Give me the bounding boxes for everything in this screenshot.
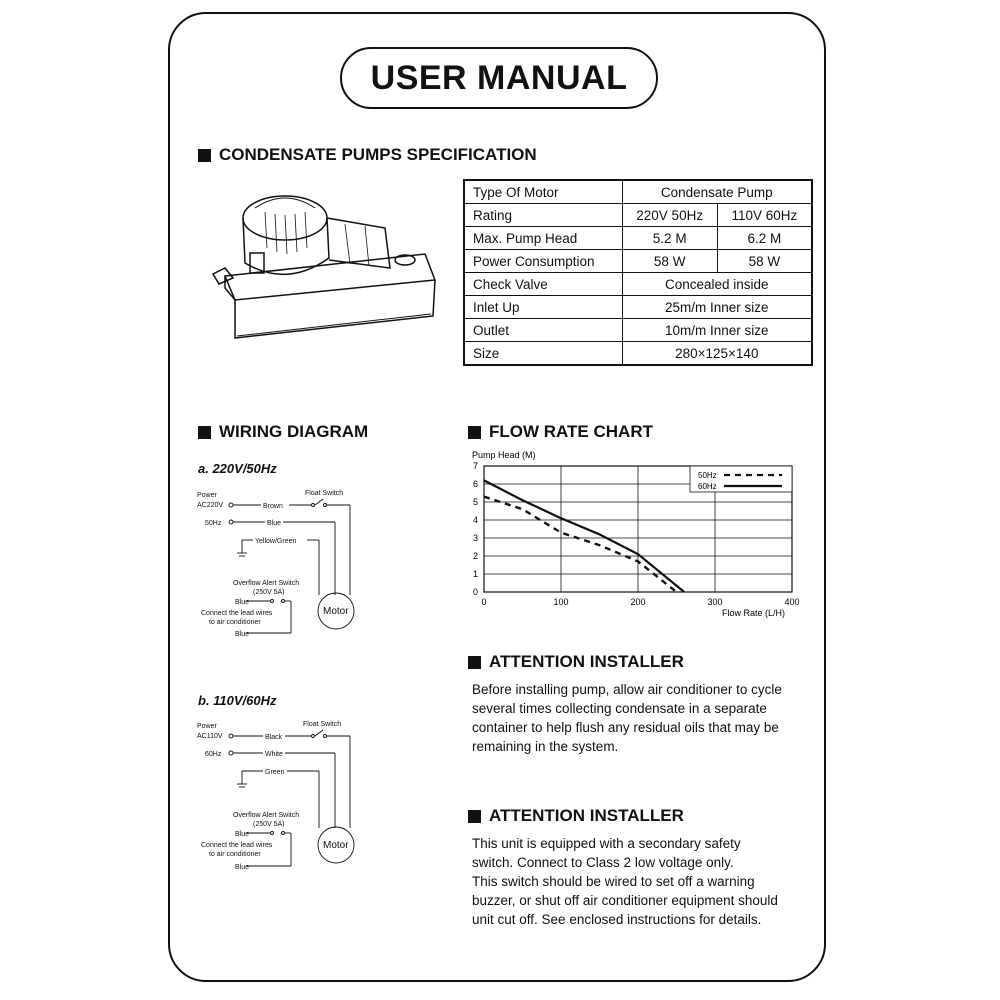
y-tick-label: 0	[472, 587, 478, 597]
flow-heading	[468, 422, 653, 442]
table-row	[464, 342, 812, 366]
spec-value: 58 W	[717, 250, 812, 273]
series-line-50hz	[484, 497, 677, 592]
x-tick-label: 200	[630, 597, 646, 607]
spec-heading-text: CONDENSATE PUMPS SPECIFICATION	[219, 145, 537, 164]
table-row	[464, 273, 812, 296]
text-line: several times collecting condensate in a separate	[472, 701, 767, 716]
page-title: USER MANUAL	[340, 47, 658, 109]
spec-value: 10m/m Inner size	[622, 319, 812, 342]
spec-label: Type Of Motor	[464, 180, 622, 204]
wiring-label: Overflow Alert Switch	[233, 812, 300, 819]
bullet-square-icon	[198, 149, 211, 162]
spec-label: Check Valve	[464, 273, 622, 296]
wiring-label: White	[265, 751, 283, 758]
wiring-label: Brown	[263, 503, 283, 510]
text-line: container to help flush any residual oils that may be	[472, 720, 779, 735]
spec-label: Outlet	[464, 319, 622, 342]
spec-value: 110V 60Hz	[717, 204, 812, 227]
wiring-label: Connect the lead wires	[201, 842, 273, 849]
wiring-label: Blue	[267, 520, 282, 527]
wiring-label: Power	[197, 492, 217, 499]
spec-value: Condensate Pump	[622, 180, 812, 204]
x-tick-label: 100	[553, 597, 569, 607]
flow-heading-text: FLOW RATE CHART	[489, 422, 653, 441]
table-row	[464, 180, 812, 204]
y-tick-label: 1	[472, 569, 478, 579]
text-line: switch. Connect to Class 2 low voltage only.	[472, 855, 734, 870]
text-line: This unit is equipped with a secondary safety	[472, 836, 741, 851]
wiring-label: Float Switch	[305, 490, 344, 497]
attention1-heading-text: ATTENTION INSTALLER	[489, 652, 684, 671]
wiring-label: Motor	[323, 606, 349, 617]
spec-table	[463, 179, 813, 366]
y-tick-label: 3	[472, 533, 478, 543]
wiring-a-title: a. 220V/50Hz	[198, 461, 277, 476]
bullet-square-icon	[468, 656, 481, 669]
spec-label: Rating	[464, 204, 622, 227]
wiring-label: 60Hz	[205, 751, 222, 758]
table-row	[464, 204, 812, 227]
spec-value: 58 W	[622, 250, 717, 273]
table-row	[464, 250, 812, 273]
spec-value: 220V 50Hz	[622, 204, 717, 227]
text-line: Before installing pump, allow air conditioner to cycle	[472, 682, 782, 697]
legend-label: 60Hz	[698, 482, 717, 491]
y-tick-label: 7	[472, 461, 478, 471]
wiring-label: Connect the lead wires	[201, 610, 273, 617]
spec-value: Concealed inside	[622, 273, 812, 296]
flow-rate-chart	[462, 444, 812, 624]
y-tick-label: 5	[472, 497, 478, 507]
table-row	[464, 319, 812, 342]
wiring-label: Yellow/Green	[255, 538, 297, 545]
attention2-heading-text: ATTENTION INSTALLER	[489, 806, 684, 825]
y-tick-label: 6	[472, 479, 478, 489]
spec-label: Max. Pump Head	[464, 227, 622, 250]
wiring-label: to air conditioner	[209, 851, 261, 858]
wiring-label: (250V 5A)	[253, 589, 285, 596]
y-tick-label: 4	[472, 515, 478, 525]
attention1-heading	[468, 652, 684, 672]
wiring-label: Blue	[235, 631, 250, 638]
wiring-label: Green	[265, 769, 285, 776]
wiring-label: AC110V	[197, 733, 223, 740]
wiring-diagram-b	[195, 716, 365, 886]
wiring-label: Power	[197, 723, 217, 730]
x-axis-label: Flow Rate (L/H)	[722, 608, 786, 618]
wiring-label: Blue	[235, 864, 250, 871]
bullet-square-icon	[198, 426, 211, 439]
attention1-text	[472, 680, 802, 756]
spec-label: Power Consumption	[464, 250, 622, 273]
wiring-label: Blue	[235, 831, 250, 838]
text-line: buzzer, or shut off air conditioner equipment should	[472, 893, 778, 908]
wiring-label: Blue	[235, 599, 250, 606]
pump-illustration	[205, 188, 445, 353]
bullet-square-icon	[468, 426, 481, 439]
attention2-heading	[468, 806, 684, 826]
wiring-label: Motor	[323, 840, 349, 851]
spec-value: 5.2 M	[622, 227, 717, 250]
spec-heading	[198, 145, 537, 165]
text-line: unit cut off. See enclosed instructions for details.	[472, 912, 762, 927]
wiring-label: Black	[265, 734, 283, 741]
wiring-label: (250V 5A)	[253, 821, 285, 828]
legend-label: 50Hz	[698, 471, 717, 480]
table-row	[464, 227, 812, 250]
wiring-label: 50Hz	[205, 520, 222, 527]
wiring-label: Overflow Alert Switch	[233, 580, 300, 587]
wiring-heading	[198, 422, 368, 442]
text-line: This switch should be wired to set off a warning	[472, 874, 755, 889]
x-tick-label: 0	[481, 597, 487, 607]
y-tick-label: 2	[472, 551, 478, 561]
attention2-text	[472, 834, 802, 929]
x-tick-label: 300	[707, 597, 723, 607]
wiring-heading-text: WIRING DIAGRAM	[219, 422, 369, 441]
wiring-b-title: b. 110V/60Hz	[198, 693, 277, 708]
text-line: remaining in the system.	[472, 739, 619, 754]
table-row	[464, 296, 812, 319]
wiring-label: to air conditioner	[209, 619, 261, 626]
spec-value: 25m/m Inner size	[622, 296, 812, 319]
x-tick-label: 400	[784, 597, 800, 607]
wiring-label: AC220V	[197, 502, 224, 509]
wiring-label: Float Switch	[303, 721, 342, 728]
spec-label: Size	[464, 342, 622, 366]
spec-label: Inlet Up	[464, 296, 622, 319]
bullet-square-icon	[468, 810, 481, 823]
spec-value: 280×125×140	[622, 342, 812, 366]
wiring-diagram-a	[195, 485, 365, 645]
spec-value: 6.2 M	[717, 227, 812, 250]
y-axis-label: Pump Head (M)	[472, 450, 536, 460]
